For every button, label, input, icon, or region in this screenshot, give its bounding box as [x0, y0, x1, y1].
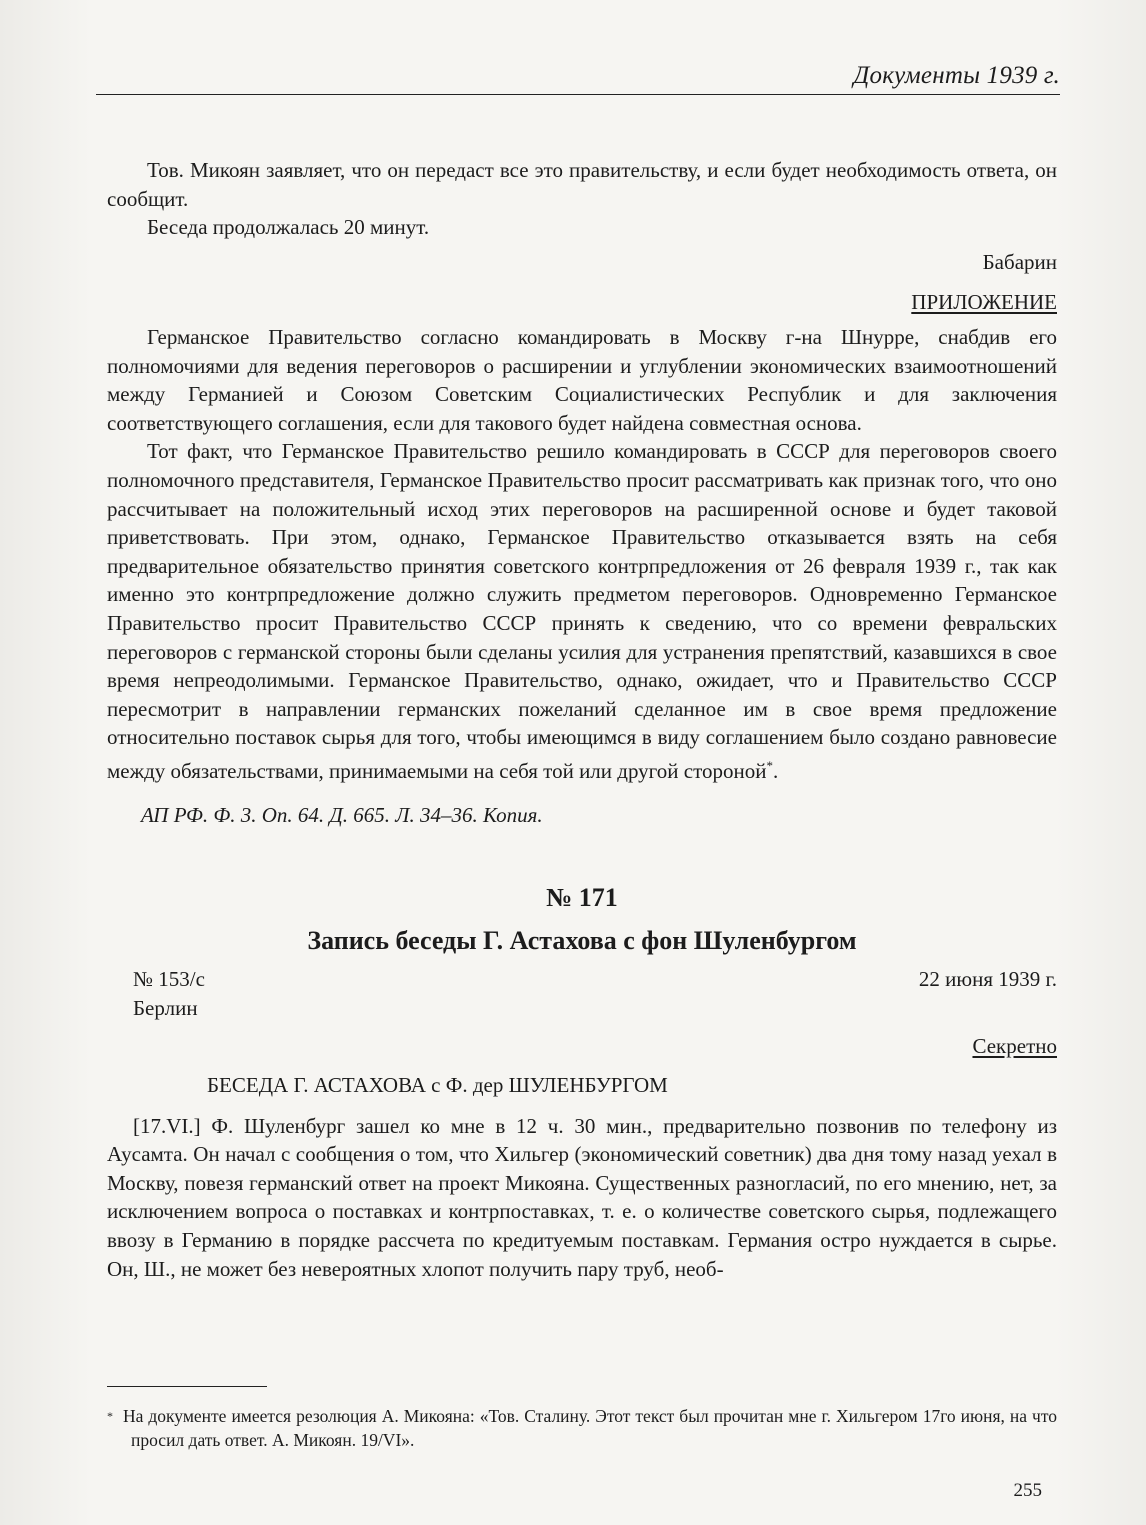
document-meta — [107, 965, 1057, 1022]
document-title: Запись беседы Г. Астахова с фон Шуленбургом — [307, 925, 857, 955]
classification — [107, 1032, 1057, 1061]
footnote-divider — [107, 1386, 267, 1387]
document-number: № 171 — [546, 883, 618, 913]
running-head — [96, 58, 1060, 95]
appendix-heading-text: ПРИЛОЖЕНИЕ — [911, 290, 1057, 315]
page-number: 255 — [1013, 1480, 1042, 1501]
paragraph-appendix-1: Германское Правительство согласно командировать в Москву г-на Шнурре, снабдив его полномочиями для ведения переговоров о расширении и углублении экономических взаимоотношений между Германией и Союзом Советским Социалистических Республик и для заключения соответствующего соглашения, если для такового будет найдена совместная основа. — [107, 324, 1057, 435]
paragraph-appendix-2-text: Тот факт, что Германское Правительство решило командировать в СССР для переговоров своего полномочного представителя, Германское Правительство просит рассматривать как признак того, что оно рассчитывает на положительный исход этих переговоров на расширенной основе и будет таковой приветствовать. При этом, однако, Германское Правительство отказывается взять на себя предварительное обязательство принятия советского контрпредложения от 26 февраля 1939 г., так как именно это контрпредложение должно служить предметом переговоров. Одновременно Германское Правительство просит Правительство СССР принять к сведению, что со времени февральских переговоров с германской стороны были сделаны усилия для устранения препятствий, казавшихся в свое время непреодолимыми. Германское Правительство, однако, ожидает, что и Правительство СССР пересмотрит в направлении германских пожеланий сделанное им в свое время предложение относительно поставок сырья для того, чтобы имеющимся в виду соглашением было создано равновесие между обязательствами, принимаемыми на себя той или другой стороной — [107, 439, 1057, 783]
footnote-marker: * — [766, 757, 773, 773]
signature: Бабарин — [982, 249, 1057, 274]
paragraph-appendix-2-end: . — [772, 758, 779, 783]
body-text — [107, 156, 1057, 1283]
archive-source: АП РФ. Ф. 3. Оп. 64. Д. 665. Л. 34–36. Копия. — [141, 803, 543, 828]
footnote-text: На документе имеется резолюция А. Микояна: «Тов. Сталину. Этот текст был прочитан мне г. Хильгером 17го июня, на что просил дать ответ. А. Микоян. 19/VI». — [123, 1406, 1057, 1450]
paragraph-conversation: [17.VI.] Ф. Шуленбург зашел ко мне в 12 ч. 30 мин., предварительно позвонив по телефону из Аусамта. Он начал с сообщения о том, что Хильгер (экономический советник) два дня тому назад уехал в Москву, повезя германский ответ на проект Микояна. Существенных разногласий, по его мнению, нет, за исключением вопроса о поставках и контрпоставках, т. е. о количестве советского сырья, подлежащего ввозу в Германию в порядке рассчета по кредитуемым поставкам. Германия остро нуждается в сырье. Он, Ш., не может без невероятных хлопот получить пару труб, необ- — [107, 1113, 1057, 1281]
reference-number: № 153/с — [133, 967, 205, 992]
footnote-paragraph — [107, 1404, 1057, 1452]
footnote — [107, 1404, 1057, 1452]
paragraph-duration: Беседа продолжалась 20 минут. — [147, 215, 430, 240]
paragraph-mikoyan-statement: Тов. Микоян заявляет, что он передаст все это правительству, и если будет необходимость ответа, он сообщит. — [107, 158, 1057, 211]
classification-text: Секретно — [972, 1034, 1057, 1059]
running-head-title: Документы 1939 г. — [853, 62, 1060, 89]
footnote-mark: * — [107, 1409, 113, 1423]
document-date: 22 июня 1939 г. — [918, 967, 1057, 992]
conversation-title: БЕСЕДА Г. АСТАХОВА с Ф. дер ШУЛЕНБУРГОМ — [207, 1073, 668, 1098]
paragraph-appendix-2 — [107, 437, 1057, 785]
document-place: Берлин — [133, 995, 198, 1020]
appendix-heading — [107, 288, 1057, 317]
